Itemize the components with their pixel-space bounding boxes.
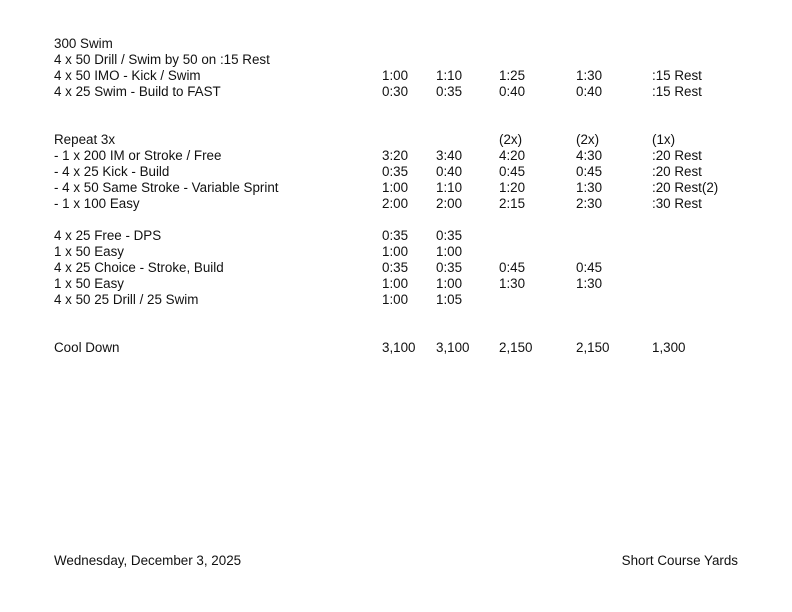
interval-group-5: :20 Rest(2) — [652, 180, 719, 195]
table-row — [54, 244, 754, 260]
interval-group-3: 2:15 — [499, 196, 526, 211]
interval-group-4: 0:40 — [576, 84, 603, 99]
table-row — [54, 164, 754, 180]
interval-group-1: 0:35 — [382, 164, 409, 179]
row-description: - 1 x 100 Easy — [54, 196, 140, 211]
section-spacer — [54, 212, 754, 228]
row-description: 4 x 25 Choice - Stroke, Build — [54, 260, 224, 275]
interval-group-2: 3:40 — [436, 148, 463, 163]
table-row — [54, 68, 754, 84]
table-row — [54, 132, 754, 148]
interval-group-2: 0:40 — [436, 164, 463, 179]
interval-group-5: :15 Rest — [652, 68, 702, 83]
interval-group-3: 1:30 — [499, 276, 526, 291]
interval-group-5: :15 Rest — [652, 84, 702, 99]
workout-table — [54, 36, 754, 356]
table-row — [54, 228, 754, 244]
total-yards-group-4: 2,150 — [576, 340, 610, 355]
interval-group-3: 1:20 — [499, 180, 526, 195]
interval-group-1: 1:00 — [382, 244, 409, 259]
interval-group-4: 0:45 — [576, 260, 603, 275]
interval-group-2: 1:05 — [436, 292, 463, 307]
interval-group-2: 0:35 — [436, 228, 463, 243]
main-set-section — [54, 132, 754, 212]
interval-group-3: 1:25 — [499, 68, 526, 83]
interval-group-3: 0:45 — [499, 164, 526, 179]
interval-group-2: 1:10 — [436, 68, 463, 83]
row-description: 4 x 50 Drill / Swim by 50 on :15 Rest — [54, 52, 270, 67]
interval-group-2: 0:35 — [436, 84, 463, 99]
interval-group-3: 0:40 — [499, 84, 526, 99]
interval-group-4: 4:30 — [576, 148, 603, 163]
interval-group-5: (1x) — [652, 132, 676, 147]
interval-group-1: 0:35 — [382, 260, 409, 275]
interval-group-5: :20 Rest — [652, 164, 702, 179]
total-yards-group-2: 3,100 — [436, 340, 470, 355]
row-description: - 4 x 25 Kick - Build — [54, 164, 170, 179]
total-yards-group-5: 1,300 — [652, 340, 686, 355]
footer-course-type: Short Course Yards — [621, 553, 738, 568]
secondary-set-section — [54, 228, 754, 308]
interval-group-1: 2:00 — [382, 196, 409, 211]
interval-group-1: 3:20 — [382, 148, 409, 163]
footer-date: Wednesday, December 3, 2025 — [54, 553, 242, 568]
interval-group-4: 2:30 — [576, 196, 603, 211]
row-description: Cool Down — [54, 340, 120, 355]
interval-group-2: 0:35 — [436, 260, 463, 275]
interval-group-2: 1:00 — [436, 276, 463, 291]
interval-group-5: :20 Rest — [652, 148, 702, 163]
interval-group-1: 1:00 — [382, 180, 409, 195]
row-description: - 4 x 50 Same Stroke - Variable Sprint — [54, 180, 279, 195]
section-spacer — [54, 100, 754, 132]
interval-group-4: (2x) — [576, 132, 600, 147]
table-row — [54, 52, 754, 68]
interval-group-3: 0:45 — [499, 260, 526, 275]
warmup-section — [54, 36, 754, 100]
interval-group-1: 0:30 — [382, 84, 409, 99]
row-description: 4 x 25 Free - DPS — [54, 228, 162, 243]
row-description: 1 x 50 Easy — [54, 244, 124, 259]
row-description: 1 x 50 Easy — [54, 276, 124, 291]
row-description: 4 x 50 IMO - Kick / Swim — [54, 68, 201, 83]
interval-group-1: 1:00 — [382, 292, 409, 307]
table-row — [54, 340, 754, 356]
total-yards-group-3: 2,150 — [499, 340, 533, 355]
interval-group-2: 1:00 — [436, 244, 463, 259]
table-row — [54, 36, 754, 52]
table-row — [54, 148, 754, 164]
total-yards-group-1: 3,100 — [382, 340, 416, 355]
section-spacer — [54, 308, 754, 340]
row-description: Repeat 3x — [54, 132, 116, 147]
interval-group-2: 2:00 — [436, 196, 463, 211]
interval-group-5: :30 Rest — [652, 196, 702, 211]
row-description: - 1 x 200 IM or Stroke / Free — [54, 148, 222, 163]
interval-group-1: 1:00 — [382, 68, 409, 83]
interval-group-3: 4:20 — [499, 148, 526, 163]
interval-group-1: 1:00 — [382, 276, 409, 291]
row-description: 300 Swim — [54, 36, 113, 51]
interval-group-2: 1:10 — [436, 180, 463, 195]
table-row — [54, 276, 754, 292]
interval-group-4: 0:45 — [576, 164, 603, 179]
interval-group-3: (2x) — [499, 132, 523, 147]
cooldown-section — [54, 340, 754, 356]
interval-group-4: 1:30 — [576, 68, 603, 83]
interval-group-4: 1:30 — [576, 276, 603, 291]
table-row — [54, 260, 754, 276]
table-row — [54, 196, 754, 212]
interval-group-1: 0:35 — [382, 228, 409, 243]
table-row — [54, 180, 754, 196]
table-row — [54, 292, 754, 308]
row-description: 4 x 50 25 Drill / 25 Swim — [54, 292, 199, 307]
table-row — [54, 84, 754, 100]
row-description: 4 x 25 Swim - Build to FAST — [54, 84, 221, 99]
interval-group-4: 1:30 — [576, 180, 603, 195]
